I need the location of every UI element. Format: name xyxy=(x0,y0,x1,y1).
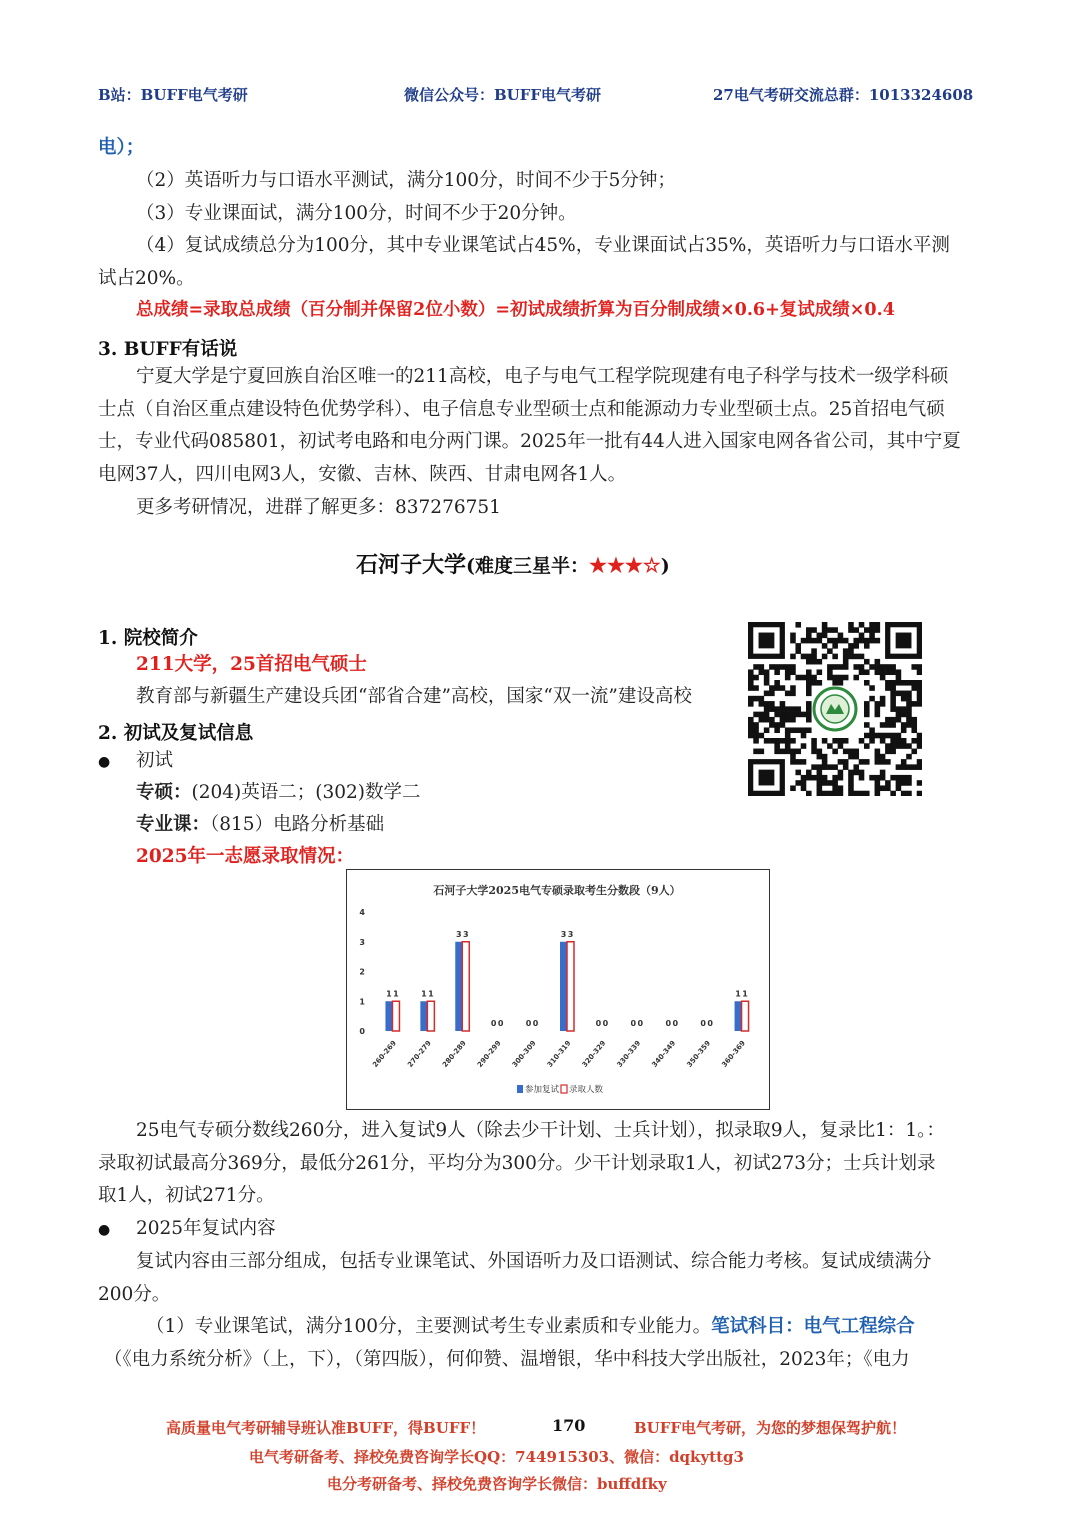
course-subjects xyxy=(136,816,384,835)
y-tick-label: 4 xyxy=(359,908,365,917)
book-line: （《电力系统分析》（上，下），（第四版），何仰赞、温增银，华中科技大学出版社，2023年；《电力 xyxy=(104,1349,910,1370)
x-tick-label: 300-309 xyxy=(510,1039,538,1069)
item-english-test: （2）英语听力与口语水平测试，满分100分，时间不少于5分钟； xyxy=(136,170,676,191)
legend-label: 录取人数 xyxy=(569,1085,604,1095)
data-label: 0 xyxy=(637,1019,644,1028)
bullet-retest: 2025年复试内容 xyxy=(136,1218,276,1239)
master-label: 专硕： xyxy=(136,782,192,803)
y-tick-label: 1 xyxy=(359,997,365,1007)
school-name: 石河子大学 xyxy=(356,552,467,578)
data-label: 3 xyxy=(455,929,462,939)
summary-line: 取1人，初试271分。 xyxy=(98,1185,275,1206)
item-score-weight-1: （4）复试成绩总分为100分，其中专业课笔试占45%，专业课面试占35%，英语听力与口语水平测 xyxy=(136,235,950,256)
exam-heading: 2. 初试及复试信息 xyxy=(98,723,254,744)
data-label: 0 xyxy=(532,1019,539,1028)
data-label: 3 xyxy=(567,929,574,939)
data-label: 1 xyxy=(428,989,434,999)
data-label: 3 xyxy=(462,929,469,939)
chart-title: 石河子大学2025电气专硕录取考生分数段（9人） xyxy=(433,884,681,897)
legend-swatch xyxy=(517,1085,523,1093)
bar-retest xyxy=(560,942,567,1031)
bar-admitted xyxy=(567,942,574,1031)
score-distribution-chart xyxy=(346,869,770,1110)
difficulty-close: ) xyxy=(660,555,670,577)
qr-code xyxy=(748,622,922,796)
legend-label: 参加复试 xyxy=(525,1085,560,1095)
bullet-initial-exam: 初试 xyxy=(136,750,174,771)
page-number: 170 xyxy=(552,1416,586,1435)
bullet-icon: ● xyxy=(98,754,111,770)
legend-swatch xyxy=(561,1085,567,1093)
data-label: 1 xyxy=(421,989,427,999)
continuation-text: 电）； xyxy=(98,137,145,158)
data-label: 1 xyxy=(393,989,399,999)
retest-line: 复试内容由三部分组成，包括专业课笔试、外国语听力及口语测试、综合能力考核。复试成绩满分 xyxy=(136,1251,932,1272)
buff-heading: 3. BUFF有话说 xyxy=(98,339,238,360)
footer-right: BUFF电气考研，为您的梦想保驾护航！ xyxy=(634,1419,907,1437)
total-score-formula: 总成绩=录取总成绩（百分制并保留2位小数）=初试成绩折算为百分制成绩×0.6+复试成绩×0.4 xyxy=(136,300,895,320)
intro-text: 教育部与新疆生产建设兵团“部省合建”高校，国家“双一流”建设高校 xyxy=(136,686,692,707)
bar-admitted xyxy=(462,942,469,1031)
data-label: 0 xyxy=(497,1019,504,1028)
data-label: 0 xyxy=(665,1019,672,1028)
x-tick-label: 320-329 xyxy=(580,1039,608,1069)
summary-line: 录取初试最高分369分，最低分261分，平均分为300分。少干计划录取1人，初试273分；士兵计划录 xyxy=(98,1153,936,1174)
admission-heading: 2025年一志愿录取情况： xyxy=(136,846,354,867)
master-subjects xyxy=(136,784,421,803)
x-tick-label: 290-299 xyxy=(475,1039,503,1069)
x-tick-label: 350-359 xyxy=(685,1039,713,1069)
data-label: 1 xyxy=(735,989,741,999)
x-tick-label: 330-339 xyxy=(615,1039,643,1069)
header-qq-group: 27电气考研交流总群：1013324608 xyxy=(713,86,974,104)
x-tick-label: 360-369 xyxy=(720,1039,748,1069)
buff-paragraph-line: 电网37人，四川电网3人，安徽、吉林、陕西、甘肃电网各1人。 xyxy=(98,464,627,485)
y-tick-label: 3 xyxy=(359,937,365,947)
y-tick-label: 0 xyxy=(359,1027,365,1036)
x-tick-label: 310-319 xyxy=(545,1039,573,1069)
data-label: 1 xyxy=(386,989,392,999)
course-value: （815）电路分析基础 xyxy=(210,814,385,835)
written-text: （1）专业课笔试，满分100分，主要测试考生专业素质和专业能力。 xyxy=(146,1316,712,1337)
header-wechat: 微信公众号：BUFF电气考研 xyxy=(404,86,602,104)
data-label: 0 xyxy=(602,1019,609,1028)
data-label: 0 xyxy=(490,1019,497,1028)
data-label: 0 xyxy=(525,1019,532,1028)
bullet-icon: ● xyxy=(98,1222,111,1238)
bar-retest xyxy=(420,1001,427,1031)
buff-paragraph-line: 宁夏大学是宁夏回族自治区唯一的211高校，电子与电气工程学院现建有电子科学与技术一级学科硕 xyxy=(136,366,949,387)
x-tick-label: 280-289 xyxy=(441,1039,468,1069)
qr-code-image xyxy=(748,622,922,796)
written-subject: 笔试科目：电气工程综合 xyxy=(711,1316,915,1337)
x-tick-label: 260-269 xyxy=(371,1039,398,1069)
x-tick-label: 340-349 xyxy=(650,1039,678,1069)
chart-svg xyxy=(347,870,768,1108)
footer-contact-wechat: 电分考研备考、择校免费咨询学长微信：buffdfky xyxy=(327,1475,667,1493)
buff-paragraph-line: 士，专业代码085801，初试考电路和电分两门课。2025年一批有44人进入国家电网各省公司，其中宁夏 xyxy=(98,431,961,452)
data-label: 3 xyxy=(560,929,567,939)
school-title xyxy=(356,548,670,579)
data-label: 0 xyxy=(595,1019,602,1028)
x-tick-label: 270-279 xyxy=(406,1039,433,1069)
bar-admitted xyxy=(392,1001,399,1031)
header-bilibili: B站：BUFF电气考研 xyxy=(98,86,248,104)
item-interview: （3）专业课面试，满分100分，时间不少于20分钟。 xyxy=(136,203,577,224)
intro-highlight: 211大学，25首招电气硕士 xyxy=(136,654,367,675)
item-score-weight-2: 试占20%。 xyxy=(98,268,195,289)
summary-line: 25电气专硕分数线260分，进入复试9人（除去少干计划、士兵计划），拟录取9人，复录比1：1。： xyxy=(136,1120,945,1141)
written-test xyxy=(146,1318,915,1337)
data-label: 0 xyxy=(700,1019,706,1028)
footer-left: 高质量电气考研辅导班认准BUFF，得BUFF！ xyxy=(166,1419,486,1437)
bar-admitted xyxy=(742,1001,749,1031)
group-info: 更多考研情况，进群了解更多：837276751 xyxy=(136,497,501,518)
bar-retest xyxy=(735,1001,742,1031)
buff-paragraph-line: 士点（自治区重点建设特色优势学科）、电子信息专业型硕士点和能源动力专业型硕士点。25首招电气硕 xyxy=(98,399,945,420)
course-label: 专业课： xyxy=(136,814,211,835)
data-label: 0 xyxy=(672,1019,679,1028)
bar-retest xyxy=(385,1001,392,1031)
difficulty-stars: ★★★☆ xyxy=(589,553,661,577)
intro-heading: 1. 院校简介 xyxy=(98,628,198,649)
bar-retest xyxy=(455,942,462,1031)
y-tick-label: 2 xyxy=(359,967,365,977)
data-label: 0 xyxy=(707,1019,713,1028)
retest-line: 200分。 xyxy=(98,1284,171,1305)
data-label: 1 xyxy=(742,989,748,999)
master-value: (204)英语二；(302)数学二 xyxy=(191,782,421,803)
difficulty-open: (难度三星半： xyxy=(466,555,590,577)
data-label: 0 xyxy=(630,1019,637,1028)
bar-admitted xyxy=(427,1001,434,1031)
footer-contact-qq: 电气考研备考、择校免费咨询学长QQ：744915303、微信：dqkyttg3 xyxy=(249,1448,744,1466)
